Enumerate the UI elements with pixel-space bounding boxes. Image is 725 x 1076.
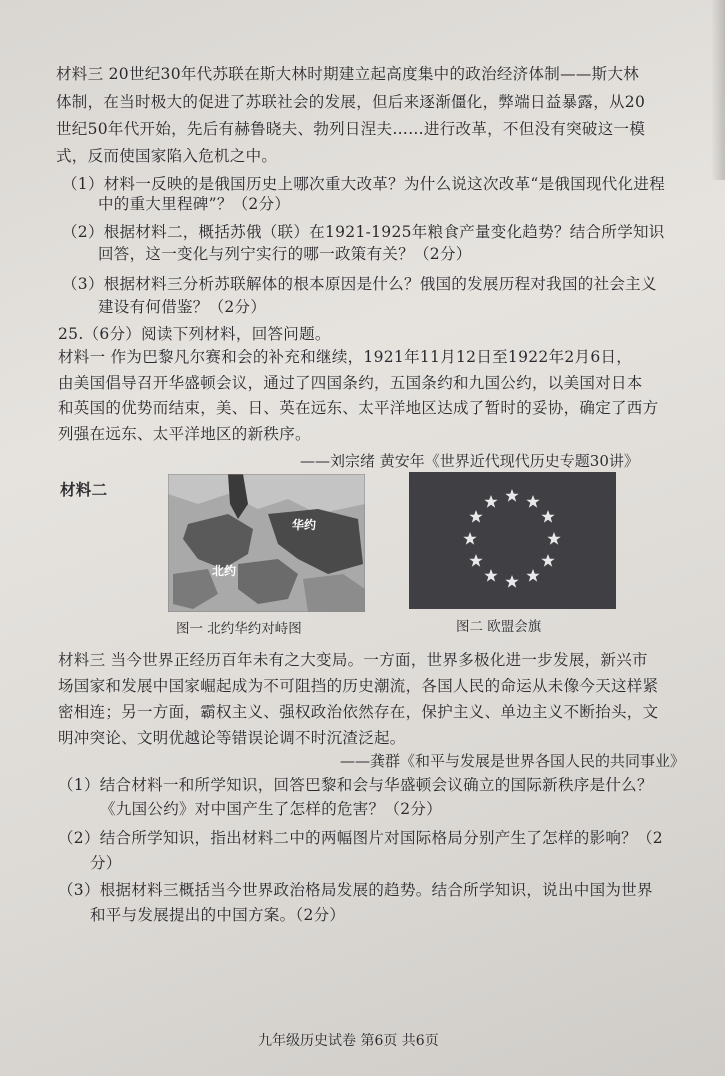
q25-material3-line2: 场国家和发展中国家崛起成为不可阻挡的历史潮流，各国人民的命运从未像今天这样紧 [58, 677, 659, 695]
q25-material1-line2: 由美国倡导召开华盛顿会议，通过了四国条约，五国条约和九国公约，以美国对日本 [58, 374, 643, 392]
eu-flag-image [409, 472, 616, 609]
q25-1-line2: 《九国公约》对中国产生了怎样的危害？（2分） [100, 800, 442, 818]
material3-line2: 体制，在当时极大的促进了苏联社会的发展，但后来逐渐僵化，弊端日益暴露，从20 [56, 93, 646, 111]
q24-2-line2: 回答，这一变化与列宁实行的哪一政策有关？（2分） [98, 245, 472, 263]
q25-material1-line1: 材料一 作为巴黎凡尔赛和会的补充和继续，1921年11月12日至1922年2月6日， [58, 348, 633, 366]
q25-material1-line3: 和英国的优势而结束，美、日、英在远东、太平洋地区达成了暂时的妥协，确定了西方 [58, 399, 659, 417]
page-edge-shadow [711, 0, 725, 180]
q25-2-line2: 分） [90, 854, 122, 872]
q25-material3-line1: 材料三 当今世界正经历百年未有之大变局。一方面，世界多极化进一步发展，新兴市 [58, 651, 648, 669]
q24-1-line2: 中的重大里程碑”？（2分） [98, 195, 291, 213]
figure1-caption: 图一 北约华约对峙图 [176, 621, 302, 637]
q25-material3-source: ——龚群《和平与发展是世界各国人民的共同事业》 [340, 752, 686, 770]
eu-flag-stars [409, 472, 616, 609]
page-footer: 九年级历史试卷 第6页 共6页 [258, 1033, 439, 1049]
map-label-nato: 北约 [212, 564, 237, 578]
q24-1-line1: （1）材料一反映的是俄国历史上哪次重大改革？为什么说这次改革“是俄国现代化进程 [62, 175, 665, 193]
q24-3-line1: （3）根据材料三分析苏联解体的根本原因是什么？俄国的发展历程对我国的社会主义 [62, 275, 657, 293]
q25-material1-line4: 列强在远东、太平洋地区的新秩序。 [58, 425, 311, 443]
map-label-warsaw-pact: 华约 [292, 518, 317, 532]
q25-3-line2: 和平与发展提出的中国方案。（2分） [90, 906, 346, 924]
q25-2-line1: （2）结合所学知识，指出材料二中的两幅图片对国际格局分别产生了怎样的影响？（2 [58, 829, 663, 847]
q25-header: 25.（6分）阅读下列材料，回答问题。 [58, 325, 331, 343]
q25-material2-label: 材料二 [60, 481, 108, 499]
figure2-caption: 图二 欧盟会旗 [456, 619, 542, 635]
q24-2-line1: （2）根据材料二，概括苏俄（联）在1921-1925年粮食产量变化趋势？结合所学知识 [62, 223, 665, 241]
material3-line3: 世纪50年代开始，先后有赫鲁晓夫、勃列日涅夫……进行改革，不但没有突破这一模 [56, 120, 646, 138]
material3-line4: 式，反而使国家陷入危机之中。 [56, 147, 278, 165]
q25-material3-line4: 明冲突论、文明优越论等错误论调不时沉渣泛起。 [58, 729, 406, 747]
q25-material1-source: ——刘宗绪 黄安年《世界近代现代历史专题30讲》 [300, 452, 639, 470]
material3-line1: 材料三 20世纪30年代苏联在斯大林时期建立起高度集中的政治经济体制——斯大林 [56, 65, 640, 83]
q25-3-line1: （3）根据材料三概括当今世界政治格局发展的趋势。结合所学知识，说出中国为世界 [58, 881, 653, 899]
europe-map-graphic [168, 474, 365, 612]
q25-1-line1: （1）结合材料一和所学知识，回答巴黎和会与华盛顿会议确立的国际新秩序是什么？ [58, 776, 653, 794]
q24-3-line2: 建设有何借鉴？（2分） [98, 298, 267, 316]
q25-material3-line3: 密相连；另一方面，霸权主义、强权政治依然存在，保护主义、单边主义不断抬头，文 [58, 703, 659, 721]
nato-warsaw-map [168, 474, 365, 612]
